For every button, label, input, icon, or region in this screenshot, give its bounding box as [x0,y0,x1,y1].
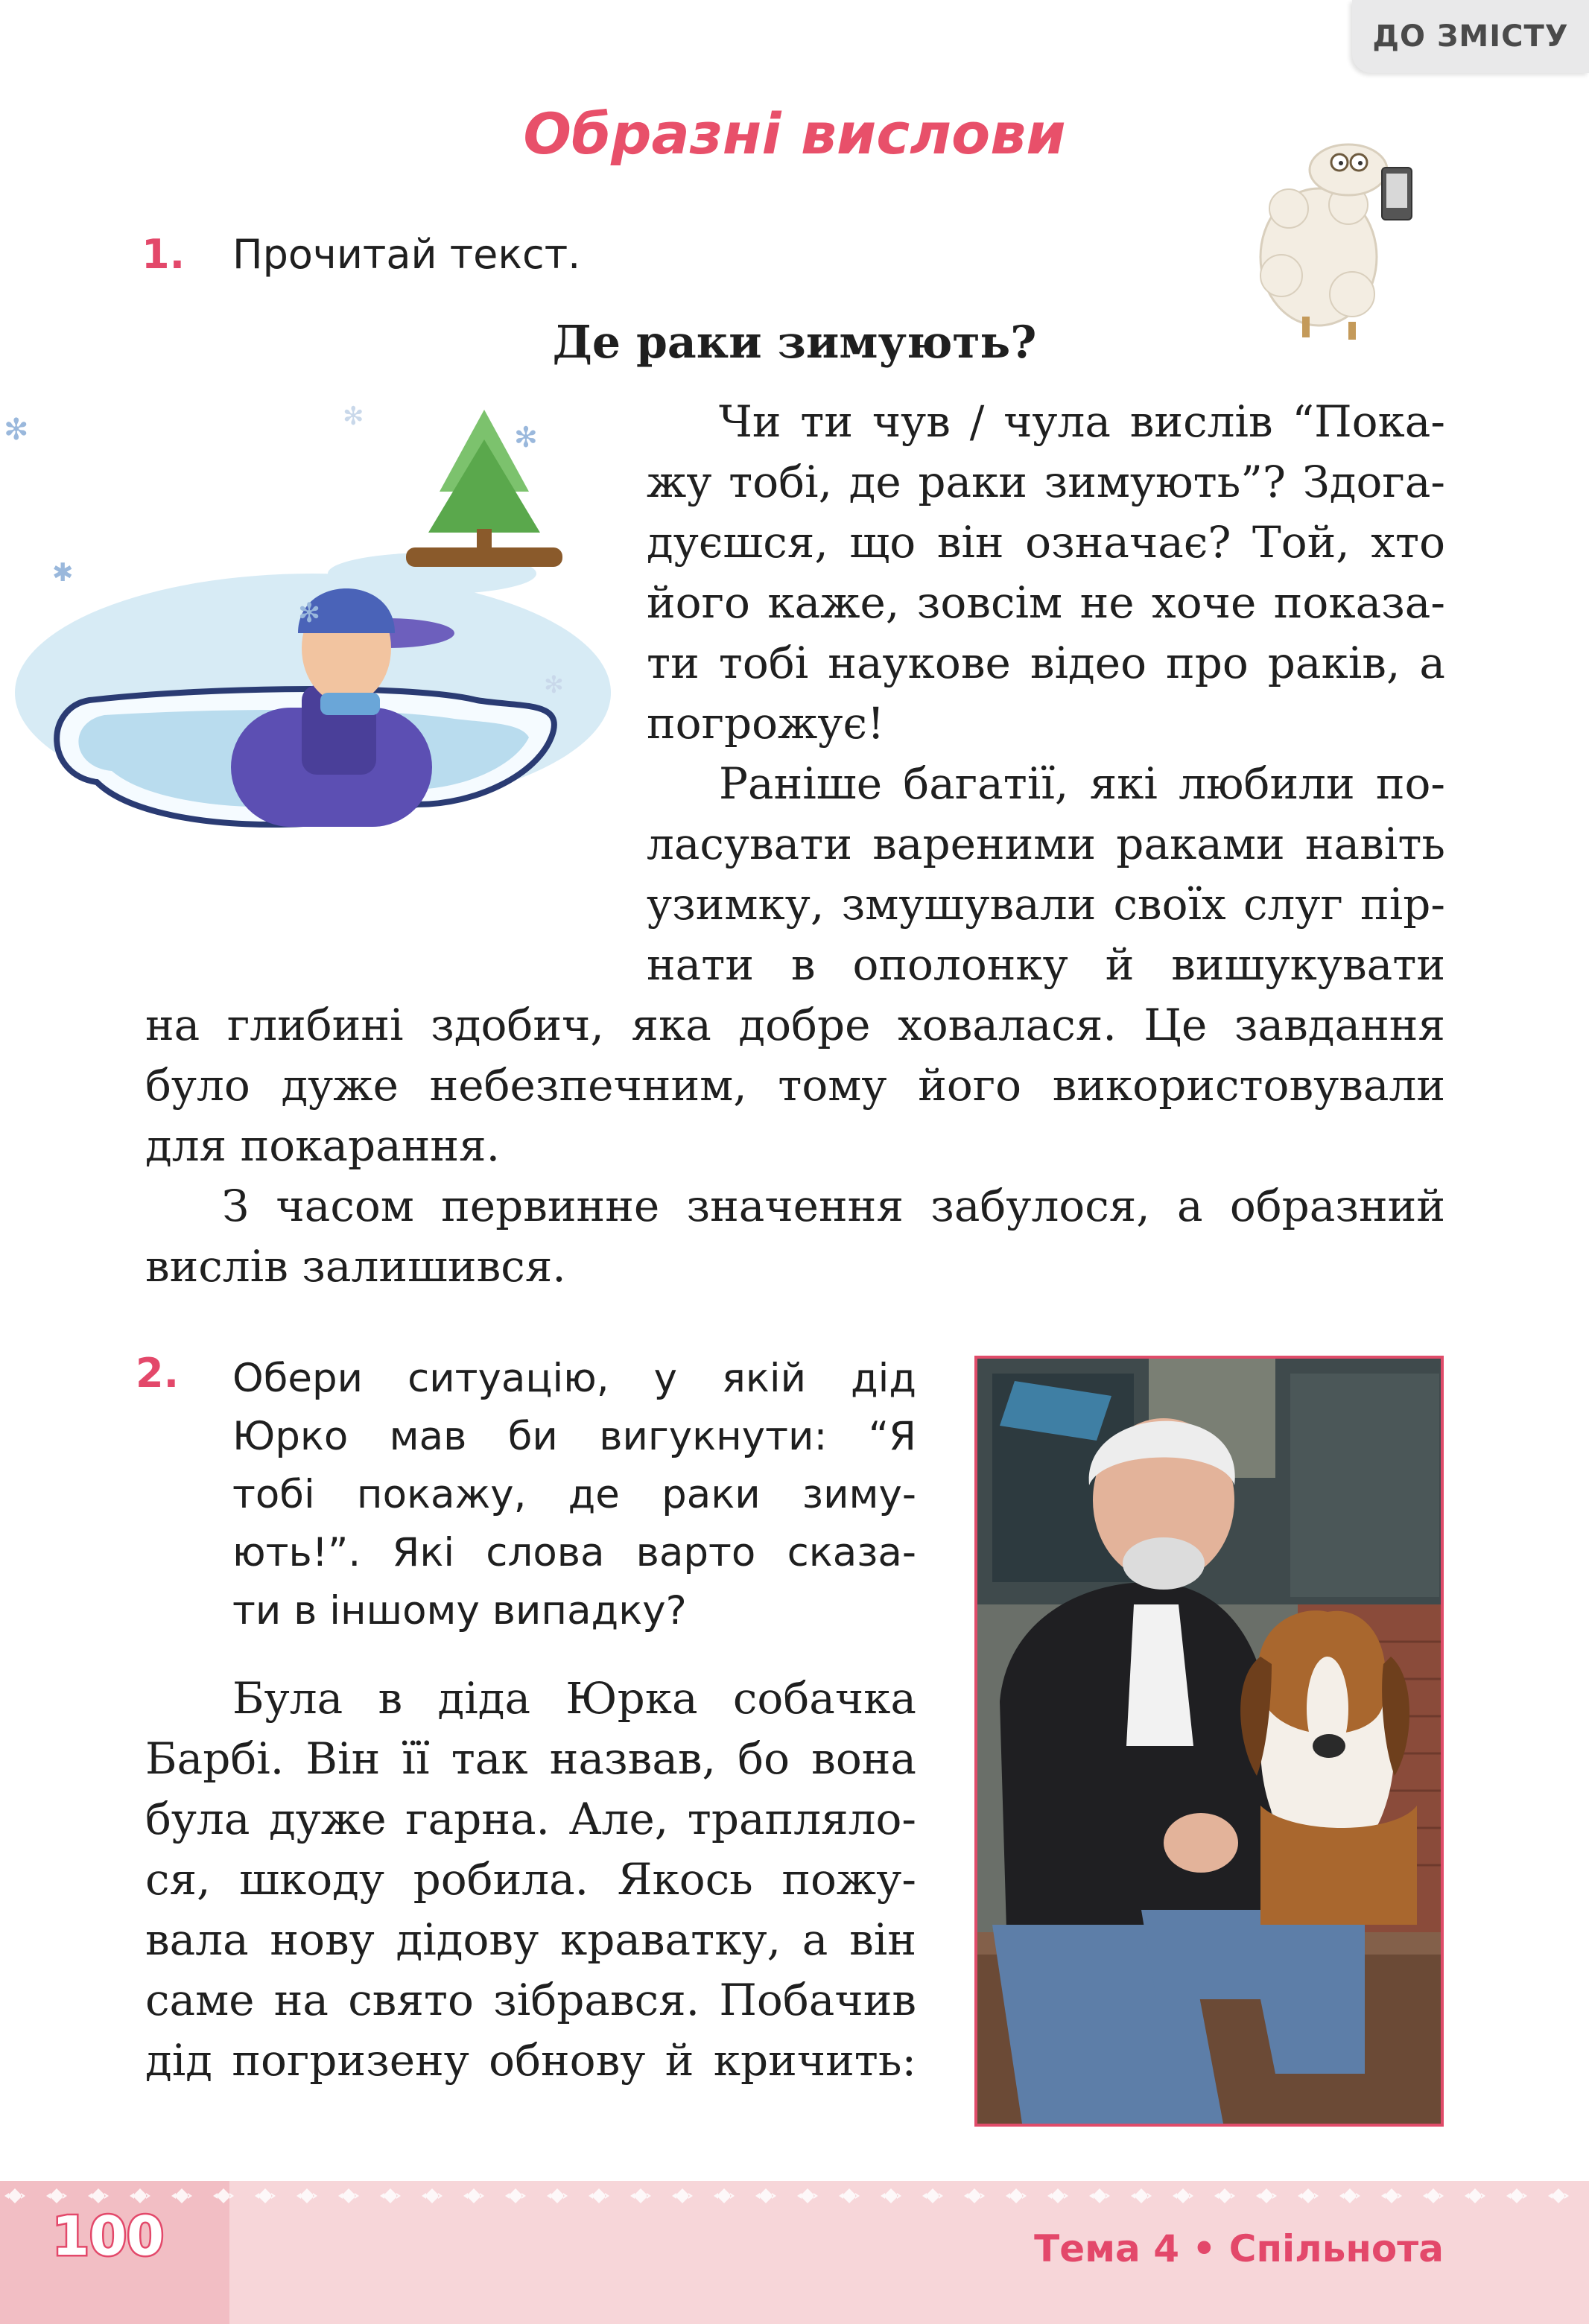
task-instruction: Прочитай текст. [232,231,581,278]
story-line: дід погризену обнову й кричить: [145,2035,916,2086]
snowflake-icon: ✻ [298,598,321,629]
ornament-icon [296,2188,317,2203]
ornament-icon [1465,2188,1485,2203]
text-line: було дуже небезпечним, тому його використовували [145,1060,1445,1111]
ornament-icon [213,2188,234,2203]
text-line: його каже, зовсім не хоче показа- [647,577,1445,628]
text-line: жу тобі, де раки зимують”? Здога- [647,457,1445,507]
ornament-icon [589,2188,609,2203]
ornament-icon [4,2188,25,2203]
snowflake-icon: ✻ [514,421,538,454]
ornament-icon [380,2188,401,2203]
task-number: 2. [136,1350,180,1397]
ornament-icon [630,2188,651,2203]
ornament-icon [797,2188,818,2203]
task-instruction-line: тобі покажу, де раки зиму- [232,1472,916,1517]
task-instruction-line: Юрко мав би вигукнути: “Я [232,1414,916,1459]
text-line: нати в ополонку й вишукувати [647,939,1445,990]
ornament-icon [1548,2188,1569,2203]
text-line: для покарання. [145,1120,501,1171]
ornament-icon [1506,2188,1527,2203]
ornament-icon [547,2188,568,2203]
text-line: Раніше багатії, які любили по- [719,758,1445,809]
photo-man-with-dog [974,1356,1444,2127]
story-line: ся, шкоду робила. Якось пожу- [145,1854,916,1905]
task-instruction-line: Обери ситуацію, у якій дід [232,1356,916,1401]
ornament-icon [1173,2188,1193,2203]
lesson-title: Образні вислови [523,101,1066,167]
ornament-icon [1298,2188,1319,2203]
ornament-icon [1047,2188,1068,2203]
ornament-icon [839,2188,860,2203]
ornament-icon [46,2188,67,2203]
text-line: дуєшся, що він означає? Той, хто [647,517,1445,568]
toc-button[interactable]: ДО ЗМІСТУ [1352,0,1589,73]
story-line: вала нову дідову краватку, а він [145,1914,916,1965]
ornament-icon [255,2188,276,2203]
ornament-icon [672,2188,693,2203]
ornament-icon [922,2188,943,2203]
snowflake-icon: ✻ [4,413,29,447]
ornament-icon [130,2188,150,2203]
ornament-icon [505,2188,526,2203]
text-line: ласувати вареними раками навіть [647,819,1445,869]
snowflake-icon: ✻ [544,670,564,699]
story-line: Була в діда Юрка собачка [232,1673,916,1724]
ornament-icon [1131,2188,1152,2203]
ornament-icon [422,2188,443,2203]
footer-topic: Тема 4 • Спільнота [1034,2227,1444,2270]
ornament-icon [714,2188,735,2203]
ornament-icon [463,2188,484,2203]
ornament-icon [881,2188,901,2203]
ornament-icon [964,2188,985,2203]
task-number: 1. [142,231,185,278]
ornament-icon [338,2188,359,2203]
story-line: саме на свято зібрався. Побачив [145,1975,916,2025]
task-instruction-line: ти в іншому випадку? [232,1588,687,1634]
ornament-icon [1214,2188,1235,2203]
text-line: узимку, змушували своїх слуг пір- [647,879,1445,930]
ornament-icon [1339,2188,1360,2203]
ornament-icon [88,2188,109,2203]
ornament-icon [1256,2188,1277,2203]
page-number: 100 [51,2205,165,2267]
snowflake-icon: ✱ [52,558,74,588]
snowflake-icon: ✻ [343,401,364,431]
ornament-icon [755,2188,776,2203]
text-title: Де раки зимують? [552,317,1037,369]
text-line: З часом первинне значення забулося, а образний [222,1181,1445,1231]
text-line: вислів залишився. [145,1241,566,1292]
ornament-icon [171,2188,192,2203]
task-instruction-line: ють!”. Які слова варто сказа- [232,1530,916,1575]
text-line: Чи ти чув / чула вислів “Пока- [719,396,1445,447]
ornament-icon [1423,2188,1444,2203]
text-line: на глибині здобич, яка добре ховалася. Це завдання [145,1000,1445,1050]
ornament-icon [1006,2188,1027,2203]
ornament-icon [1381,2188,1402,2203]
ice-hole-illustration [0,387,611,939]
ornament-icon [1089,2188,1110,2203]
story-line: була дуже гарна. Але, трапляло- [145,1794,916,1844]
text-line: ти тобі наукове відео про раків, а [647,638,1445,688]
story-line: Барбі. Він її так назвав, бо вона [145,1733,916,1784]
footer-ornament [0,2181,1589,2226]
text-line: погрожує! [647,698,885,749]
